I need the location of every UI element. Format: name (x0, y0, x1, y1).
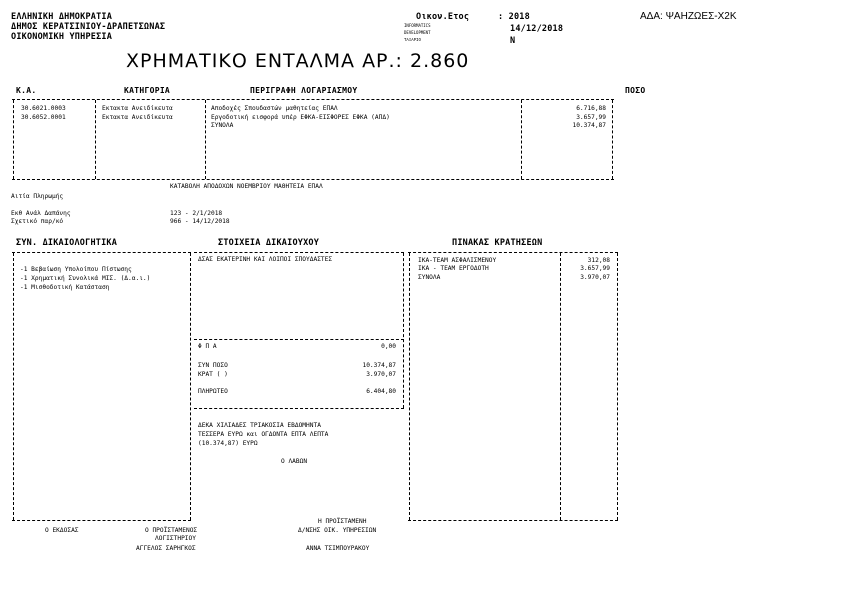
deduction-row-1-label: ΙΚΑ-ΤΕΑΜ ΑΣΦΑΛΙΣΜΕΝΟΥ (418, 257, 497, 264)
issuer-municipality: ΔΗΜΟΣ ΚΕΡΑΤΣΙΝΙΟΥ-ΔΡΑΠΕΤΣΩΝΑΣ (11, 22, 166, 32)
beneficiary-box-right (403, 253, 404, 408)
total-amount-label: ΣΥΝ ΠΟΣΟ (198, 362, 228, 369)
fiscal-year-label: Οικον.Ετος (416, 12, 470, 22)
fpa-value: 0,00 (381, 343, 396, 350)
fpa-label: Φ Π Α (198, 343, 217, 350)
table-top-rule (12, 99, 614, 100)
docs-box-top (12, 252, 191, 253)
table-row-2-category: Εκτακτα Ανειδίκευτα (102, 114, 173, 121)
signature-issuer: Ο ΕΚΔΟΣΑΣ (45, 527, 79, 534)
commitment-label: Εκθ Ανάλ Δαπάνης (11, 210, 71, 217)
docs-box-left (13, 253, 14, 520)
deduction-row-2-label: ΙΚΑ - ΤΕΑΜ ΕΡΓΟΔΟΤΗ (418, 265, 489, 272)
col-header-ka: Κ.Α. (16, 86, 37, 95)
issuer-department: ΟΙΚΟΝΟΜΙΚΗ ΥΠΗΡΕΣΙΑ (11, 32, 113, 42)
deductions-box-right (617, 253, 618, 520)
table-row-1-ka: 30.6021.0003 (21, 105, 66, 112)
deduction-total-label: ΣΥΝΟΛΑ (418, 274, 441, 281)
deductions-box-left (409, 253, 410, 520)
col-header-category: ΚΑΤΗΓΟΡΙΑ (124, 86, 171, 95)
table-total-amount: 10.374,87 (572, 122, 606, 129)
deduction-row-2-value: 3.657,99 (580, 265, 610, 272)
beneficiary-divider-2 (194, 408, 404, 409)
signature-accounting-dept: ΛΟΓΙΣΤΗΡΙΟΥ (155, 535, 196, 542)
deduction-amount-value: 3.970,07 (366, 371, 396, 378)
doc-item-3: -1 Μισθοδοτική Κατάσταση (20, 284, 110, 291)
table-right-border (612, 100, 613, 179)
payable-label: ΠΛΗΡΩΤΕΟ (198, 388, 228, 395)
amount-words-3: (10.374,87) ΕΥΡΩ (198, 440, 258, 447)
deductions-box-bottom (408, 520, 618, 521)
table-total-label: ΣΥΝΟΛΑ (211, 122, 234, 129)
issuer-country: ΕΛΛΗΝΙΚΗ ΔΗΜΟΚΡΑΤΙΑ (11, 12, 113, 22)
signature-director-dept: Δ/ΝΣΗΣ ΟΙΚ. ΥΠΗΡΕΣΙΩΝ (298, 527, 377, 534)
overlap-mark: Ν (510, 36, 516, 46)
table-divider-1 (95, 100, 96, 179)
deductions-box-divider (560, 253, 561, 520)
signature-accounting-head-title: Ο ΠΡΟΪΣΤΑΜΕΝΟΣ (145, 527, 198, 534)
table-row-1-amount: 6.716,88 (576, 105, 606, 112)
amount-words-2: ΤΕΣΣΕΡΑ ΕΥΡΩ και ΟΓΔΟΝΤΑ ΕΠΤΑ ΛΕΠΤΑ (198, 431, 329, 438)
deduction-amount-label: ΚΡΑΤ ( ) (198, 371, 228, 378)
table-row-1-category: Εκτακτα Ανειδίκευτα (102, 105, 173, 112)
table-row-1-description: Αποδοχές Σπουδαστών μαθητείας ΕΠΑΛ (211, 105, 338, 112)
payable-value: 6.404,80 (366, 388, 396, 395)
beneficiary-box-top (194, 252, 404, 253)
deduction-row-1-value: 312,08 (587, 257, 610, 264)
table-row-2-ka: 30.6052.0001 (21, 114, 66, 121)
related-label: Σχετικό παρ/κό (11, 218, 64, 225)
receiver-signature-label: Ο ΛΑΒΩΝ (281, 458, 308, 465)
section-deductions-title: ΠΙΝΑΚΑΣ ΚΡΑΤΗΣΕΩΝ (452, 238, 543, 248)
docs-box-bottom (12, 520, 191, 521)
commitment-value: 123 - 2/1/2018 (170, 210, 223, 217)
table-divider-2 (205, 100, 206, 179)
issue-date: 14/12/2018 (510, 24, 564, 34)
doc-item-2: -1 Χρηματική Συνολικά ΜΙΣ. (Δ.α.ι.) (20, 275, 151, 282)
beneficiary-name: ΔΣΑΣ ΕΚΑΤΕΡΙΝΗ ΚΑΙ ΛΟΙΠΟΙ ΣΠΟΥΔΑΣΤΕΣ (198, 256, 333, 263)
deductions-box-top (408, 252, 618, 253)
table-row-2-description: Εργοδοτική εισφορά υπέρ ΕΦΚΑ-ΕΙΣΦΟΡΕΣ ΕΦΚΑ (ΑΠΔ) (211, 114, 390, 121)
ada-code: ΑΔΑ: ΨΑΗΖΩΕΣ-Χ2Κ (640, 11, 737, 22)
table-bottom-rule (12, 179, 614, 180)
signature-accounting-head-name: ΑΓΓΕΛΟΣ ΣΑΡΗΓΚΟΣ (136, 545, 196, 552)
signature-director-name: ΑΝΝΑ ΤΣΙΜΠΟΥΡΑΚΟΥ (306, 545, 370, 552)
amount-words-1: ΔΕΚΑ ΧΙΛΙΑΔΕΣ ΤΡΙΑΚΟΣΙΑ ΕΒΔΟΜΗΝΤΑ (198, 422, 321, 429)
table-divider-3 (521, 100, 522, 179)
col-header-description: ΠΕΡΙΓΡΑΦΗ ΛΟΓΑΡΙΑΣΜΟΥ (250, 86, 358, 95)
document-title: ΧΡΗΜΑΤΙΚΟ ΕΝΤΑΛΜΑ ΑΡ.: 2.860 (126, 50, 470, 72)
signature-director-title: Η ΠΡΟΪΣΤΑΜΕΝΗ (318, 518, 367, 525)
overlap-text-informatics: INFORMATICS (404, 23, 431, 28)
section-docs-title: ΣΥΝ. ΔΙΚΑΙΟΛΟΓΗΤΙΚΑ (16, 238, 118, 248)
col-header-amount: ΠΟΣΟ (625, 86, 646, 95)
payment-cause-label: Αιτία Πληρωμής (11, 193, 64, 200)
table-row-2-amount: 3.657,99 (576, 114, 606, 121)
related-value: 966 - 14/12/2018 (170, 218, 230, 225)
table-left-border (13, 100, 14, 179)
overlap-text-tameio: ΤΑΞΑΡΙΟ (404, 37, 421, 42)
overlap-text-development: DEVELOPMENT (404, 30, 431, 35)
section-beneficiary-title: ΣΤΟΙΧΕΙΑ ΔΙΚΑΙΟΥΧΟΥ (218, 238, 320, 248)
payment-purpose: ΚΑΤΑΒΟΛΗ ΑΠΟΔΟΧΩΝ ΝΟΕΜΒΡΙΟΥ ΜΑΘΗΤΕΙΑ ΕΠΑΛ (170, 183, 323, 190)
fiscal-year-value: : 2018 (498, 12, 530, 22)
beneficiary-divider-1 (194, 339, 404, 340)
docs-box-right (190, 253, 191, 520)
total-amount-value: 10.374,87 (362, 362, 396, 369)
deduction-total-value: 3.970,07 (580, 274, 610, 281)
doc-item-1: -1 Βεβαίωση Υπολοίπου Πίστωσης (20, 266, 132, 273)
